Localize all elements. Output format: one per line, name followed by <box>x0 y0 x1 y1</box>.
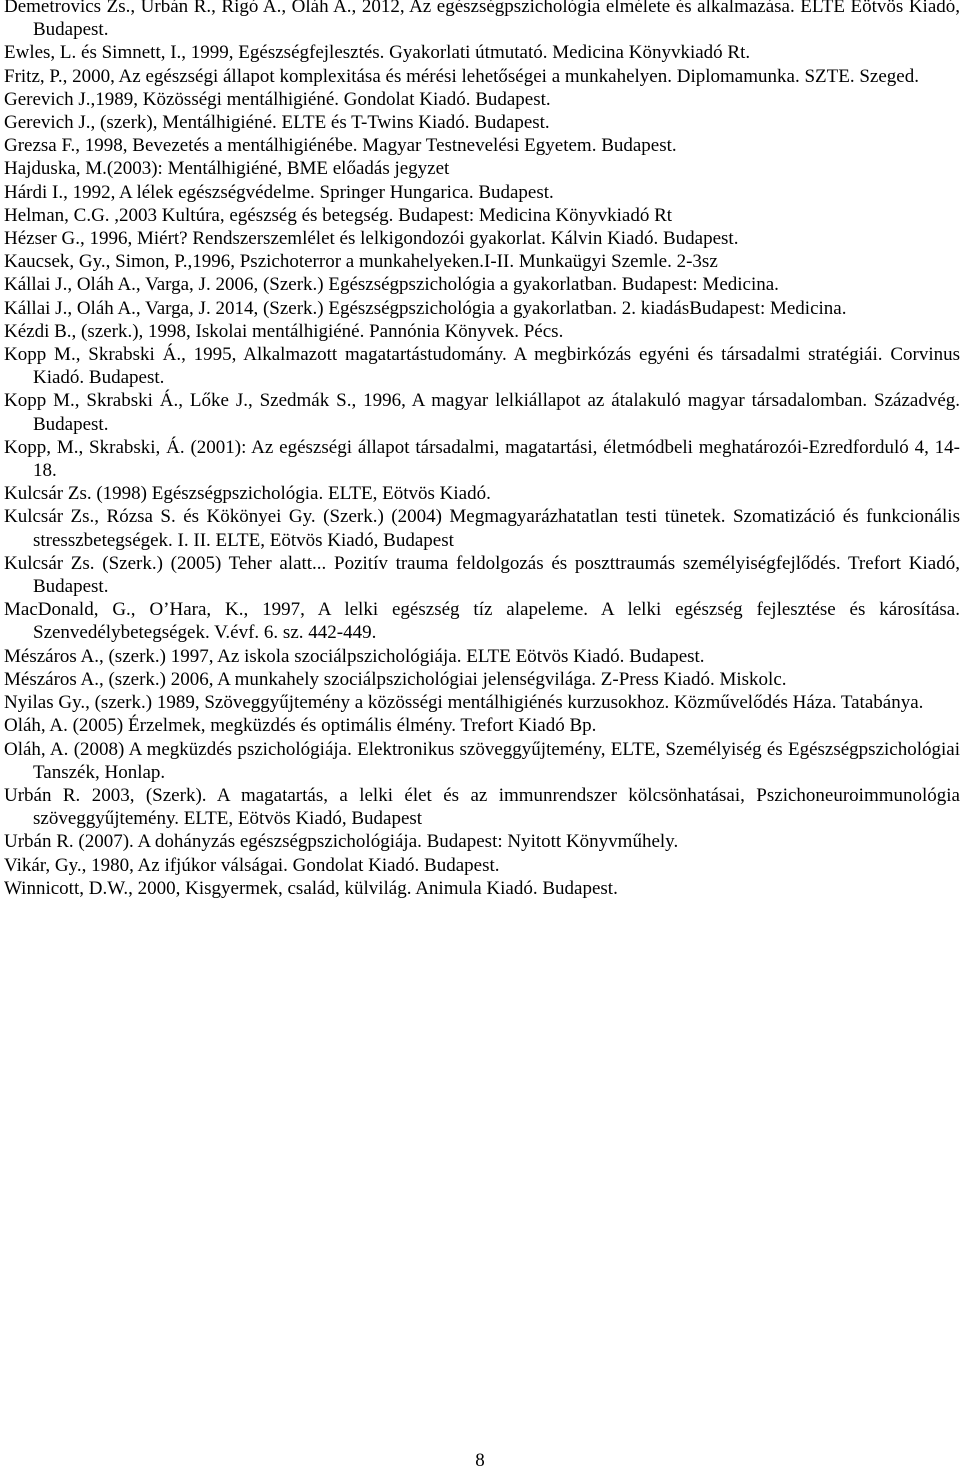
reference-text: Winnicott, D.W., 2000, Kisgyermek, család, külvilág. Animula Kiadó. Budapest. <box>4 877 618 899</box>
reference-entry <box>4 854 960 877</box>
reference-text: Kulcsár Zs. (Szerk.) (2005) Teher alatt... Pozitív trauma feldolgozás és poszttraumás személyiségfejlődés. Trefort Kiadó, Budapest. <box>4 552 960 598</box>
reference-text: Vikár, Gy., 1980, Az ifjúkor válságai. Gondolat Kiadó. Budapest. <box>4 854 500 876</box>
reference-text: Urbán R. 2003, (Szerk). A magatartás, a lelki élet és az immunrendszer kölcsönhatásai, Pszichoneuroimmunológia szöveggyűjtemény. ELTE, Eötvös Kiadó, Budapest <box>4 784 960 830</box>
reference-entry <box>4 505 960 551</box>
reference-text: Kállai J., Oláh A., Varga, J. 2006, (Szerk.) Egészségpszichológia a gyakorlatban. Budapest: Medicina. <box>4 274 779 296</box>
reference-entry <box>4 668 960 691</box>
reference-text: Nyilas Gy., (szerk.) 1989, Szöveggyűjtemény a közösségi mentálhigiénés kurzusokhoz. Közművelődés Háza. Tatabánya. <box>4 692 924 714</box>
reference-text: Helman, C.G. ,2003 Kultúra, egészség és betegség. Budapest: Medicina Könyvkiadó Rt <box>4 204 673 226</box>
reference-entry <box>4 111 960 134</box>
reference-entry <box>4 552 960 598</box>
reference-entry <box>4 830 960 853</box>
reference-entry <box>4 645 960 668</box>
reference-entry <box>4 598 960 644</box>
reference-text: Gerevich J., (szerk), Mentálhigiéné. ELTE és T-Twins Kiadó. Budapest. <box>4 112 550 134</box>
reference-entry <box>4 227 960 250</box>
reference-text: Kopp M., Skrabski Á., Lőke J., Szedmák S., 1996, A magyar lelkiállapot az átalakuló magyar társadalomban. Századvég. Budapest. <box>4 390 960 435</box>
reference-text: Hézser G., 1996, Miért? Rendszerszemlélet és lelkigondozói gyakorlat. Kálvin Kiadó. Budapest. <box>4 228 739 250</box>
reference-text: Gerevich J.,1989, Közösségi mentálhigiéné. Gondolat Kiadó. Budapest. <box>4 88 551 110</box>
reference-entry <box>4 134 960 157</box>
reference-entry <box>4 41 960 64</box>
reference-entry <box>4 88 960 111</box>
reference-text: Grezsa F., 1998, Bevezetés a mentálhigiénébe. Magyar Testnevelési Egyetem. Budapest. <box>4 135 677 157</box>
reference-text: Ewles, L. és Simnett, I., 1999, Egészségfejlesztés. Gyakorlati útmutató. Medicina Könyvkiadó Rt. <box>4 42 751 64</box>
reference-entry <box>4 738 960 784</box>
page-number: 8 <box>475 1450 485 1471</box>
reference-entry <box>4 297 960 320</box>
reference-entry <box>4 482 960 505</box>
reference-text: Hajduska, M.(2003): Mentálhigiéné, BME előadás jegyzet <box>4 158 450 180</box>
reference-text: Kulcsár Zs., Rózsa S. és Kökönyei Gy. (Szerk.) (2004) Megmagyarázhatatlan testi tünetek. Szomatizáció és funkcionális stresszbetegségek. I. II. ELTE, Eötvös Kiadó, Budapest <box>4 506 960 551</box>
reference-entry <box>4 273 960 296</box>
reference-entry <box>4 877 960 900</box>
reference-text: Kulcsár Zs. (1998) Egészségpszichológia. ELTE, Eötvös Kiadó. <box>4 483 491 505</box>
reference-text: Oláh, A. (2005) Érzelmek, megküzdés és optimális élmény. Trefort Kiadó Bp. <box>4 715 597 737</box>
reference-text: Fritz, P., 2000, Az egészségi állapot komplexitása és mérési lehetőségei a munkahelyen. Diplomamunka. SZTE. Szeged. <box>4 65 919 87</box>
reference-text: Oláh, A. (2008) A megküzdés pszichológiája. Elektronikus szöveggyűjtemény, ELTE, Személyiség és Egészségpszichológiai Tanszék, Honlap. <box>4 738 960 783</box>
reference-text: Kopp, M., Skrabski, Á. (2001): Az egészségi állapot társadalmi, magatartási, életmódbeli meghatározói-Ezredforduló 4, 14-18. <box>4 436 960 482</box>
reference-text: Kopp M., Skrabski Á., 1995, Alkalmazott magatartástudomány. A megbirkózás egyéni és társadalmi stratégiái. Corvinus Kiadó. Budapest. <box>4 344 960 389</box>
reference-entry <box>4 784 960 830</box>
reference-entry <box>4 0 960 41</box>
reference-text: Demetrovics Zs., Urbán R., Rigó A., Oláh A., 2012, Az egészségpszichológia elmélete és alkalmazása. ELTE Eötvös Kiadó, Budapest. <box>4 0 960 41</box>
reference-entry <box>4 714 960 737</box>
reference-text: Urbán R. (2007). A dohányzás egészségpszichológiája. Budapest: Nyitott Könyvműhely. <box>4 831 679 853</box>
reference-text: Mészáros A., (szerk.) 2006, A munkahely szociálpszichológiai jelenségvilága. Z-Press Kiadó. Miskolc. <box>4 668 787 690</box>
reference-entry <box>4 320 960 343</box>
reference-text: Hárdi I., 1992, A lélek egészségvédelme. Springer Hungarica. Budapest. <box>4 181 554 203</box>
reference-text: Kállai J., Oláh A., Varga, J. 2014, (Szerk.) Egészségpszichológia a gyakorlatban. 2. kiadásBudapest: Medicina. <box>4 297 847 319</box>
reference-text: MacDonald, G., O’Hara, K., 1997, A lelki egészség tíz alapeleme. A lelki egészség fejlesztése és károsítása. Szenvedélybetegségek. V.évf. 6. sz. 442-449. <box>4 599 960 644</box>
reference-entry <box>4 204 960 227</box>
reference-entry <box>4 250 960 273</box>
reference-list <box>4 0 960 900</box>
reference-text: Kaucsek, Gy., Simon, P.,1996, Pszichoterror a munkahelyeken.I-II. Munkaügyi Szemle. 2-3sz <box>4 251 718 273</box>
reference-entry <box>4 343 960 389</box>
reference-entry <box>4 65 960 88</box>
reference-text: Kézdi B., (szerk.), 1998, Iskolai mentálhigiéné. Pannónia Könyvek. Pécs. <box>4 320 564 342</box>
reference-entry <box>4 691 960 714</box>
reference-entry <box>4 181 960 204</box>
reference-entry <box>4 389 960 435</box>
reference-entry <box>4 436 960 482</box>
reference-text: Mészáros A., (szerk.) 1997, Az iskola szociálpszichológiája. ELTE Eötvös Kiadó. Budapest. <box>4 645 705 667</box>
reference-entry <box>4 157 960 180</box>
